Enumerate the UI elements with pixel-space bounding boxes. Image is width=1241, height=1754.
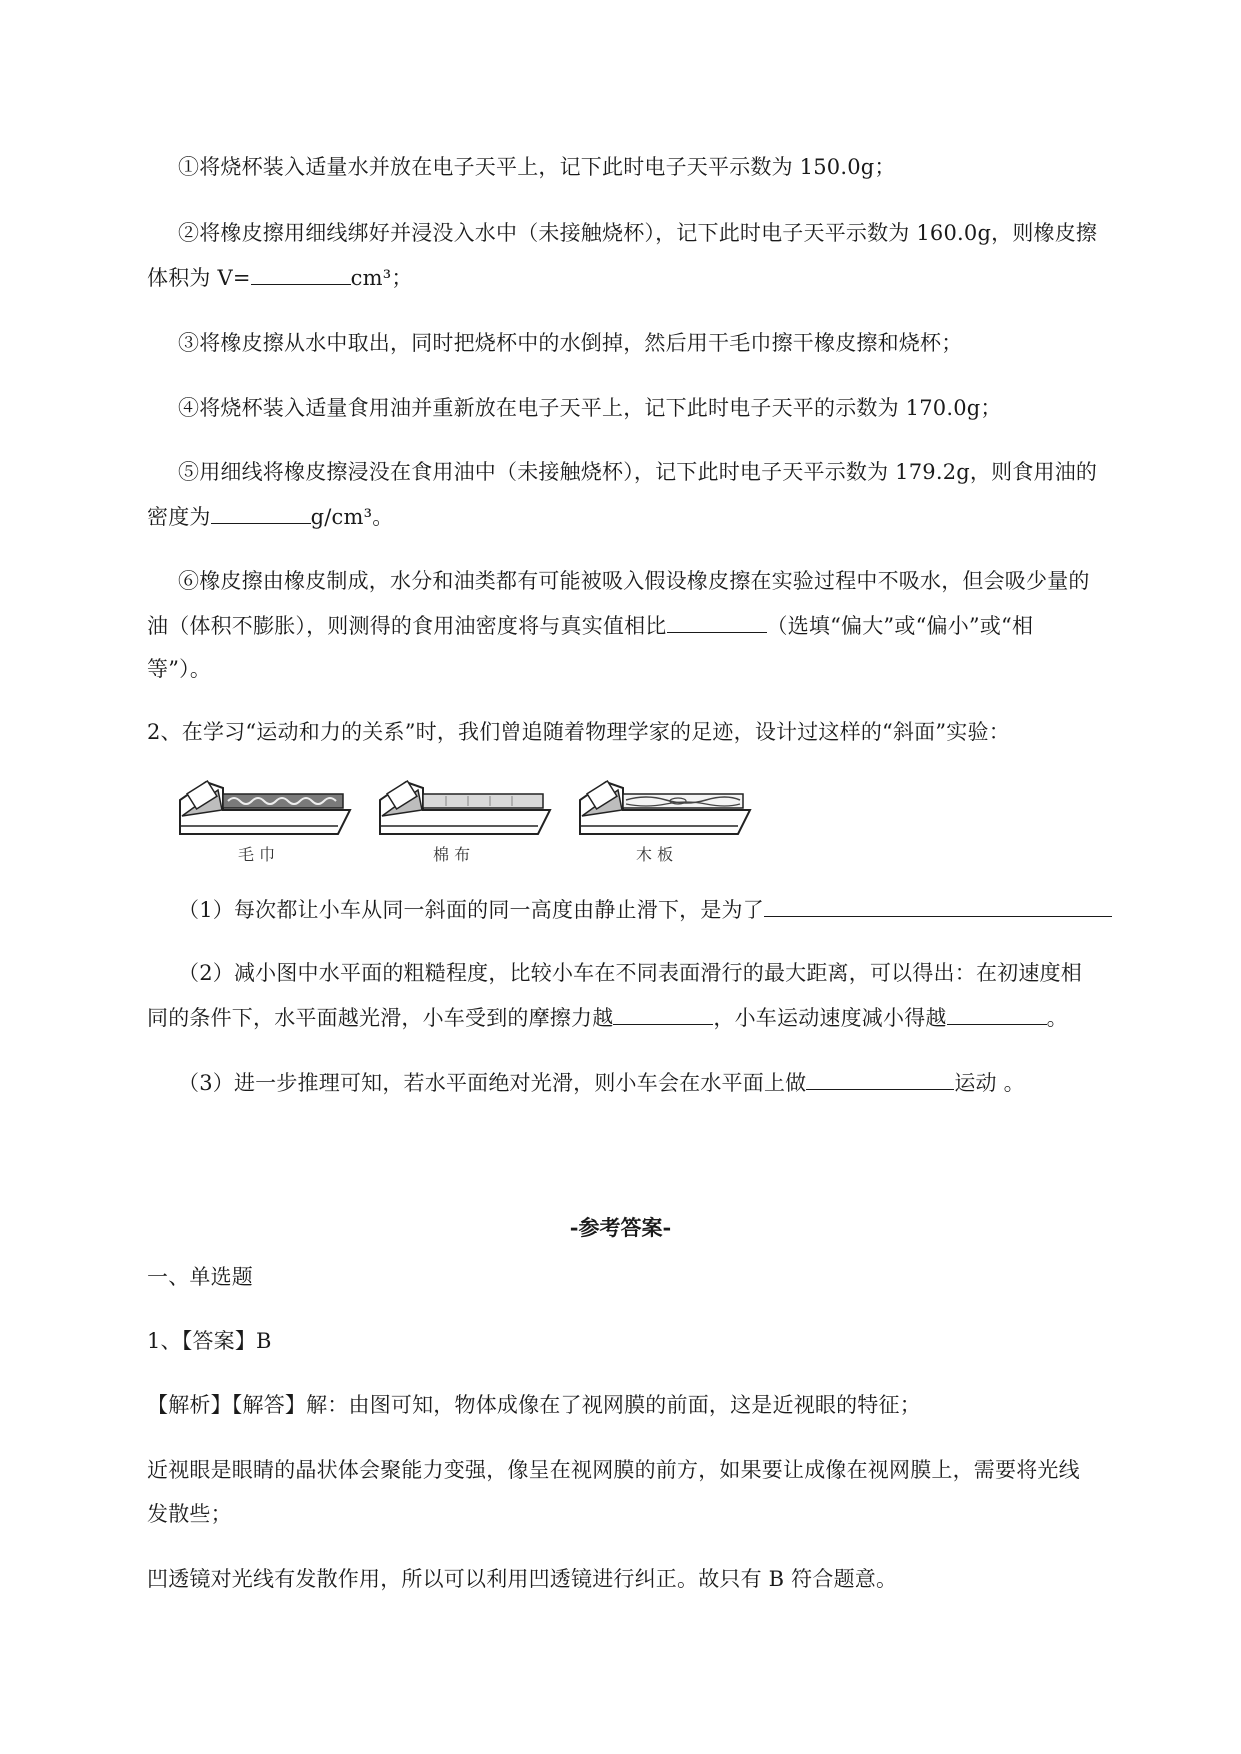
q2-part2-end: 。 bbox=[1046, 1006, 1068, 1030]
q1-step6-text: 油（体积不膨胀），则测得的食用油密度将与真实值相比 bbox=[147, 614, 667, 638]
wood-incline-diagram bbox=[580, 781, 750, 834]
q1-step6-line3: 等”）。 bbox=[147, 657, 212, 681]
q2-part2-mid: ，小车运动速度减小得越 bbox=[713, 1006, 947, 1030]
q2-part3-end: 运动 。 bbox=[954, 1071, 1025, 1095]
q1-step6-line1: ⑥橡皮擦由橡皮制成，水分和油类都有可能被吸入假设橡皮擦在实验过程中不吸水，但会吸少量的 bbox=[178, 569, 1090, 593]
q2-part2-text: 同的条件下，水平面越光滑，小车受到的摩擦力越 bbox=[147, 1006, 614, 1030]
cotton-incline-diagram bbox=[380, 781, 550, 834]
wood-label: 木 板 bbox=[636, 845, 674, 864]
q1-step2-line1: ②将橡皮擦用细线绑好并浸没入水中（未接触烧杯），记下此时电子天平示数为 160.0g，则橡皮擦 bbox=[178, 221, 1098, 245]
answer-1-explanation-line1: 近视眼是眼睛的晶状体会聚能力变强，像呈在视网膜的前方，如果要让成像在视网膜上，需要将光线 bbox=[147, 1458, 1080, 1482]
volume-answer-blank[interactable] bbox=[251, 262, 351, 285]
cotton-label: 棉 布 bbox=[433, 845, 471, 864]
q1-step5-line1: ⑤用细线将橡皮擦浸没在食用油中（未接触烧杯），记下此时电子天平示数为 179.2g，则食用油的 bbox=[178, 460, 1098, 484]
motion-answer-blank[interactable] bbox=[806, 1067, 954, 1090]
q1-step5-line2 bbox=[147, 501, 393, 532]
q2-part2-line1: （2）减小图中水平面的粗糙程度，比较小车在不同表面滑行的最大距离，可以得出：在初速度相 bbox=[178, 961, 1082, 985]
answer-1-analysis: 【解析】【解答】解：由图可知，物体成像在了视网膜的前面，这是近视眼的特征； bbox=[147, 1393, 921, 1417]
q1-step4: ④将烧杯装入适量食用油并重新放在电子天平上，记下此时电子天平的示数为 170.0g； bbox=[178, 396, 1002, 420]
q1-step2-text: 体积为 V= bbox=[147, 266, 251, 290]
speed-answer-blank[interactable] bbox=[947, 1002, 1047, 1025]
answers-heading: -参考答案- bbox=[569, 1215, 672, 1240]
answer-1: 1、【答案】B bbox=[147, 1329, 272, 1353]
density-answer-blank[interactable] bbox=[211, 501, 311, 524]
q2-part3 bbox=[178, 1067, 1025, 1098]
towel-incline-diagram bbox=[180, 781, 350, 834]
q1-step1: ①将烧杯装入适量水并放在电子天平上，记下此时电子天平示数为 150.0g； bbox=[178, 155, 896, 179]
comparison-answer-blank[interactable] bbox=[667, 610, 767, 633]
q1-step6-choices: （选填“偏大”或“偏小”或“相 bbox=[766, 614, 1034, 638]
answer-1-explanation-line2: 发散些； bbox=[147, 1502, 232, 1526]
q1-step2-unit: cm³； bbox=[350, 266, 413, 290]
q1-step5-text: 密度为 bbox=[147, 505, 211, 529]
q2-part1 bbox=[178, 894, 1112, 925]
q2-part2-line2 bbox=[147, 1002, 1068, 1033]
answer-1-conclusion: 凹透镜对光线有发散作用，所以可以利用凹透镜进行纠正。故只有 B 符合题意。 bbox=[147, 1567, 898, 1591]
q2-part1-text: （1）每次都让小车从同一斜面的同一高度由静止滑下，是为了 bbox=[178, 898, 764, 922]
q1-step5-unit: g/cm³。 bbox=[310, 505, 394, 529]
q1-step6-line2 bbox=[147, 610, 1033, 641]
q1-step3: ③将橡皮擦从水中取出，同时把烧杯中的水倒掉，然后用干毛巾擦干橡皮擦和烧杯； bbox=[178, 331, 963, 355]
q2-part3-text: （3）进一步推理可知，若水平面绝对光滑，则小车会在水平面上做 bbox=[178, 1071, 807, 1095]
friction-answer-blank[interactable] bbox=[613, 1002, 713, 1025]
towel-label: 毛 巾 bbox=[238, 845, 276, 864]
incline-experiment-figure bbox=[178, 770, 768, 865]
purpose-answer-blank[interactable] bbox=[764, 894, 1112, 917]
q1-step2-line2 bbox=[147, 262, 413, 293]
answers-section-title: 一、单选题 bbox=[147, 1265, 253, 1289]
q2-intro: 2、在学习“运动和力的关系”时，我们曾追随着物理学家的足迹，设计过这样的“斜面”实验： bbox=[147, 720, 1010, 744]
